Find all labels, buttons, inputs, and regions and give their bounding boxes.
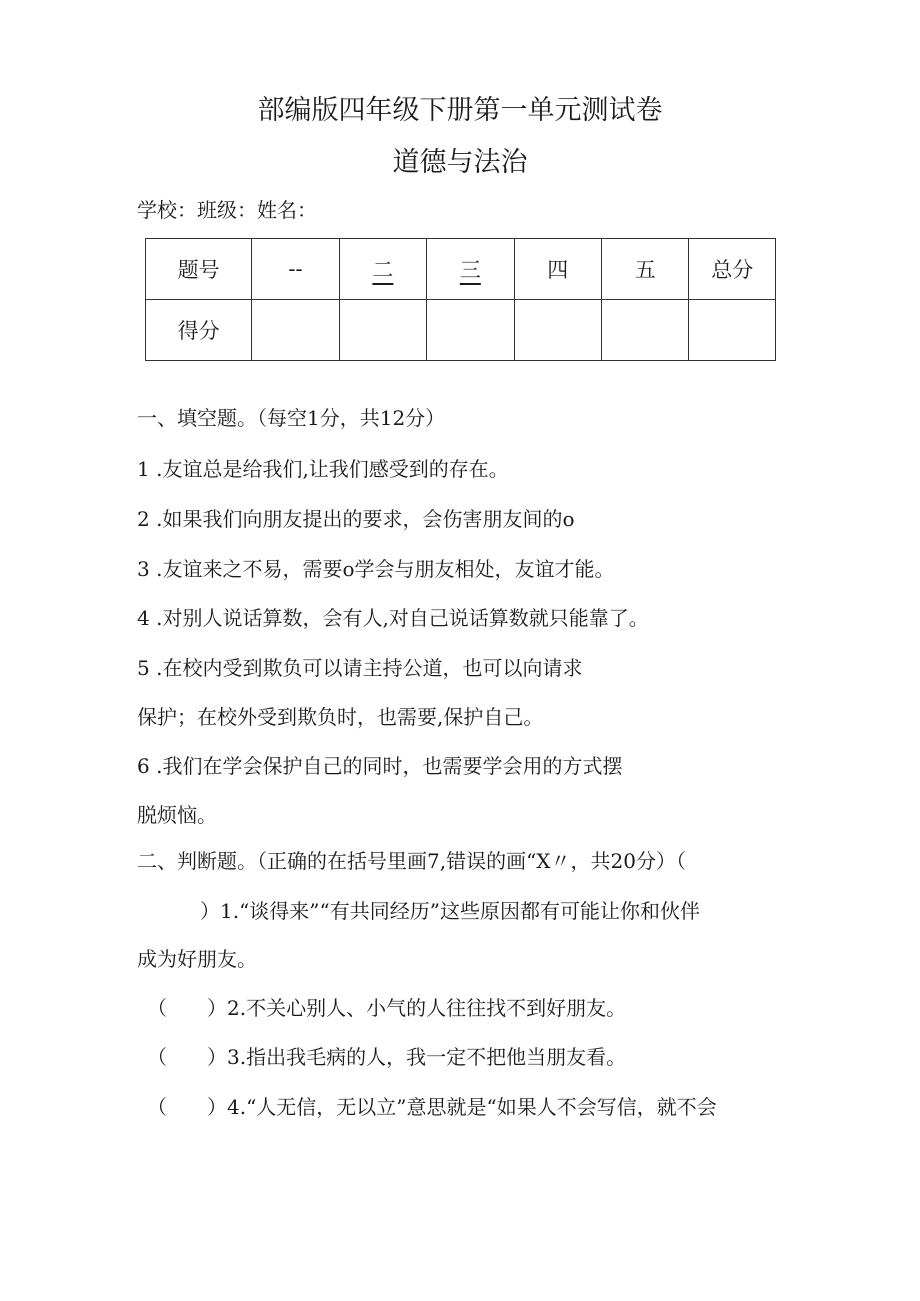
question-line: 6 .我们在学会保护自己的同时，也需要学会用的方式摆	[137, 754, 623, 778]
score-table-cell: 二	[339, 239, 426, 300]
student-info: 学校：班级：姓名：	[137, 198, 317, 222]
score-input-cell	[689, 300, 776, 361]
score-table-score-row	[146, 300, 776, 361]
question-line: （ ）4.“人无信，无以立”意思就是“如果人不会写信，就不会	[147, 1095, 717, 1119]
score-table-header-row	[146, 239, 776, 300]
score-table-cell: 得分	[146, 300, 252, 361]
question-line: 3 .友谊来之不易，需要o学会与朋友相处，友谊才能。	[137, 557, 615, 581]
question-line: 5 .在校内受到欺负可以请主持公道，也可以向请求	[137, 656, 583, 680]
score-table-cell: 三	[427, 239, 514, 300]
score-input-cell	[514, 300, 601, 361]
section1-heading: 一、填空题。（每空1分，共12分）	[137, 406, 446, 430]
score-table-cell: 总分	[689, 239, 776, 300]
score-table-cell: 题号	[146, 239, 252, 300]
question-line: 成为好朋友。	[137, 947, 257, 971]
question-line: 4 .对别人说话算数，会有人,对自己说话算数就只能靠了。	[137, 606, 649, 630]
score-input-cell	[252, 300, 339, 361]
question-line: 脱烦恼。	[137, 803, 217, 827]
score-input-cell	[339, 300, 426, 361]
score-table-cell: --	[252, 239, 339, 300]
score-table	[145, 238, 776, 361]
question-line: 1 .友谊总是给我们,让我们感受到的存在。	[137, 457, 509, 481]
score-table-cell: 四	[514, 239, 601, 300]
page-title: 部编版四年级下册第一单元测试卷	[257, 95, 663, 126]
page-subtitle: 道德与法治	[392, 147, 528, 178]
score-input-cell	[602, 300, 689, 361]
question-line: 保护；在校外受到欺负时，也需要,保护自己。	[137, 705, 544, 729]
score-input-cell	[427, 300, 514, 361]
question-line: ）1.“谈得来”“有共同经历”这些原因都有可能让你和伙伴	[200, 899, 700, 923]
question-line: （ ）2.不关心别人、小气的人往往找不到好朋友。	[147, 996, 627, 1020]
section2-heading: 二、判断题。（正确的在括号里画7,错误的画“X〃，共20分）（	[137, 849, 686, 873]
question-line: 2 .如果我们向朋友提出的要求，会伤害朋友间的o	[137, 507, 575, 531]
question-line: （ ）3.指出我毛病的人，我一定不把他当朋友看。	[147, 1045, 627, 1069]
score-table-cell: 五	[602, 239, 689, 300]
